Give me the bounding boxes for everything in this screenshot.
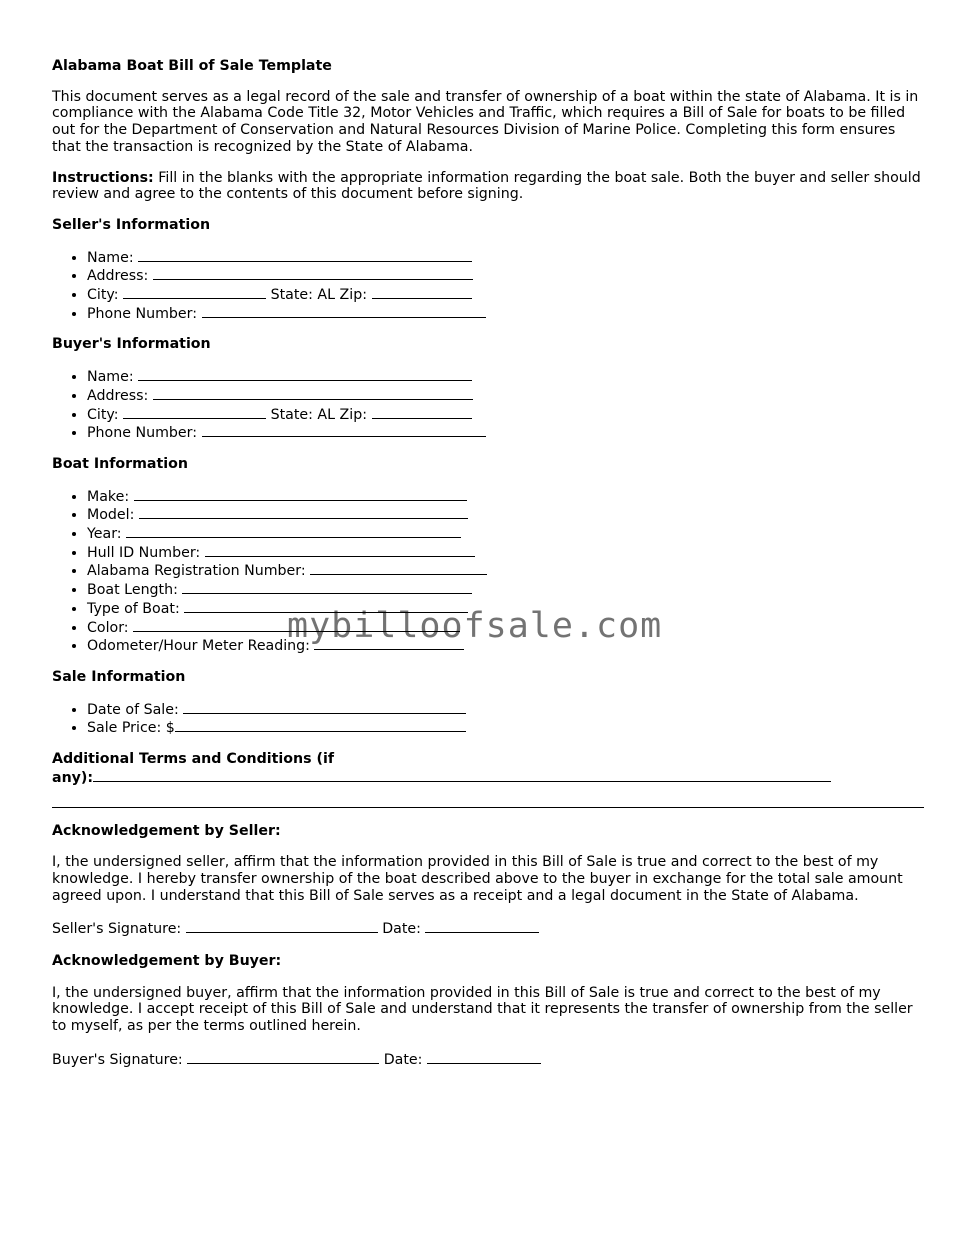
instructions-paragraph <box>52 170 924 203</box>
boat-make-field <box>87 487 924 506</box>
document-title: Alabama Boat Bill of Sale Template <box>52 58 332 74</box>
seller-name-label: Name: <box>87 249 134 266</box>
seller-name-field <box>87 248 924 267</box>
seller-city-field <box>87 285 924 304</box>
buyer-zip-blank[interactable] <box>372 405 472 419</box>
buyer-address-label: Address: <box>87 387 149 404</box>
sale-date-label: Date of Sale: <box>87 701 179 718</box>
terms-section <box>52 751 924 786</box>
buyer-city-blank[interactable] <box>123 405 266 419</box>
terms-heading-line1: Additional Terms and Conditions (if <box>52 751 335 768</box>
buyer-ack-text: I, the undersigned buyer, affirm that the information provided in this Bill of Sale is true and correct to the best of my knowledge. I accept receipt of this Bill of Sale and understand that it represents the transfer of ownership from the seller to myself, as per the terms outlined herein. <box>52 984 913 1035</box>
seller-signature-line <box>52 919 924 938</box>
boat-model-blank[interactable] <box>139 505 468 519</box>
boat-odometer-label: Odometer/Hour Meter Reading: <box>87 638 310 655</box>
seller-signature-label: Seller's Signature: <box>52 921 182 938</box>
seller-city-label: City: <box>87 287 119 304</box>
seller-fields <box>52 248 924 323</box>
sale-price-field <box>87 718 924 737</box>
boat-model-field <box>87 505 924 524</box>
seller-phone-field <box>87 304 924 323</box>
boat-hull-field <box>87 543 924 562</box>
terms-blank[interactable] <box>93 768 831 782</box>
sale-fields <box>52 700 924 737</box>
seller-state-zip-label: State: AL Zip: <box>270 287 368 304</box>
buyer-signature-blank[interactable] <box>187 1050 379 1064</box>
buyer-city-label: City: <box>87 406 119 423</box>
boat-length-blank[interactable] <box>182 580 472 594</box>
boat-year-label: Year: <box>87 526 122 543</box>
buyer-address-blank[interactable] <box>153 386 473 400</box>
buyer-name-label: Name: <box>87 369 134 386</box>
buyer-name-field <box>87 367 924 386</box>
boat-registration-blank[interactable] <box>310 561 487 575</box>
seller-address-label: Address: <box>87 268 149 285</box>
boat-registration-field <box>87 561 924 580</box>
sale-price-blank[interactable] <box>175 718 466 732</box>
terms-divider-line[interactable] <box>52 807 924 808</box>
buyer-signature-line <box>52 1050 924 1069</box>
buyer-phone-label: Phone Number: <box>87 425 197 442</box>
sale-heading: Sale Information <box>52 668 186 685</box>
boat-make-label: Make: <box>87 488 130 505</box>
buyer-ack-heading: Acknowledgement by Buyer: <box>52 953 282 970</box>
boat-make-blank[interactable] <box>134 487 467 501</box>
seller-phone-blank[interactable] <box>202 304 486 318</box>
seller-address-field <box>87 266 924 285</box>
boat-hull-blank[interactable] <box>205 543 475 557</box>
seller-address-blank[interactable] <box>153 266 473 280</box>
seller-signature-blank[interactable] <box>186 919 378 933</box>
sale-price-label: Sale Price: $ <box>87 720 175 737</box>
boat-heading: Boat Information <box>52 455 189 472</box>
boat-odometer-field <box>87 636 924 655</box>
buyer-fields <box>52 367 924 442</box>
seller-date-blank[interactable] <box>425 919 539 933</box>
seller-heading: Seller's Information <box>52 216 211 233</box>
boat-year-blank[interactable] <box>126 524 461 538</box>
boat-length-label: Boat Length: <box>87 582 178 599</box>
seller-zip-blank[interactable] <box>372 285 472 299</box>
buyer-address-field <box>87 386 924 405</box>
terms-heading-line2: any): <box>52 769 94 786</box>
sale-date-blank[interactable] <box>183 700 466 714</box>
buyer-signature-label: Buyer's Signature: <box>52 1051 183 1068</box>
boat-fields <box>52 487 924 655</box>
seller-ack-text: I, the undersigned seller, affirm that the information provided in this Bill of Sale is true and correct to the best of my knowledge. I hereby transfer ownership of the boat described above to the buyer in exchange for the total sale amount agreed upon. I understand that this Bill of Sale serves as a receipt and a legal document in the State of Alabama. <box>52 854 903 904</box>
boat-model-label: Model: <box>87 507 135 524</box>
buyer-phone-blank[interactable] <box>202 423 486 437</box>
boat-year-field <box>87 524 924 543</box>
instructions-text: Fill in the blanks with the appropriate information regarding the boat sale. Both the buyer and seller should review and agree to the contents of this document before signing. <box>52 169 921 203</box>
seller-ack-heading: Acknowledgement by Seller: <box>52 822 281 839</box>
seller-date-label: Date: <box>382 921 421 938</box>
intro-paragraph: This document serves as a legal record of the sale and transfer of ownership of a boat within the state of Alabama. It is in compliance with the Alabama Code Title 32, Motor Vehicles and Traffic, which requires a Bill of Sale for boats to be filled out for the Department of Conservation and Natural Resources Division of Marine Police. Completing this form ensures that the transaction is recognized by the State of Alabama. <box>52 88 919 155</box>
bill-of-sale-document <box>52 58 924 1069</box>
buyer-date-blank[interactable] <box>427 1050 541 1064</box>
watermark-text: mybilloofsale.com <box>287 606 663 646</box>
buyer-date-label: Date: <box>383 1051 423 1068</box>
boat-color-label: Color: <box>87 619 129 636</box>
boat-registration-label: Alabama Registration Number: <box>87 563 306 580</box>
instructions-label: Instructions: <box>52 169 154 186</box>
sale-date-field <box>87 700 924 719</box>
boat-hull-label: Hull ID Number: <box>87 544 201 561</box>
boat-length-field <box>87 580 924 599</box>
buyer-state-zip-label: State: AL Zip: <box>270 406 368 423</box>
buyer-name-blank[interactable] <box>138 367 472 381</box>
buyer-heading: Buyer's Information <box>52 336 211 353</box>
boat-color-blank[interactable] <box>133 618 460 632</box>
seller-city-blank[interactable] <box>123 285 266 299</box>
buyer-city-field <box>87 405 924 424</box>
boat-odometer-blank[interactable] <box>314 636 464 650</box>
seller-phone-label: Phone Number: <box>87 305 197 322</box>
boat-type-field <box>87 599 924 618</box>
boat-type-blank[interactable] <box>184 599 468 613</box>
boat-type-label: Type of Boat: <box>87 600 180 617</box>
seller-name-blank[interactable] <box>138 248 472 262</box>
boat-color-field <box>87 618 924 637</box>
buyer-phone-field <box>87 423 924 442</box>
